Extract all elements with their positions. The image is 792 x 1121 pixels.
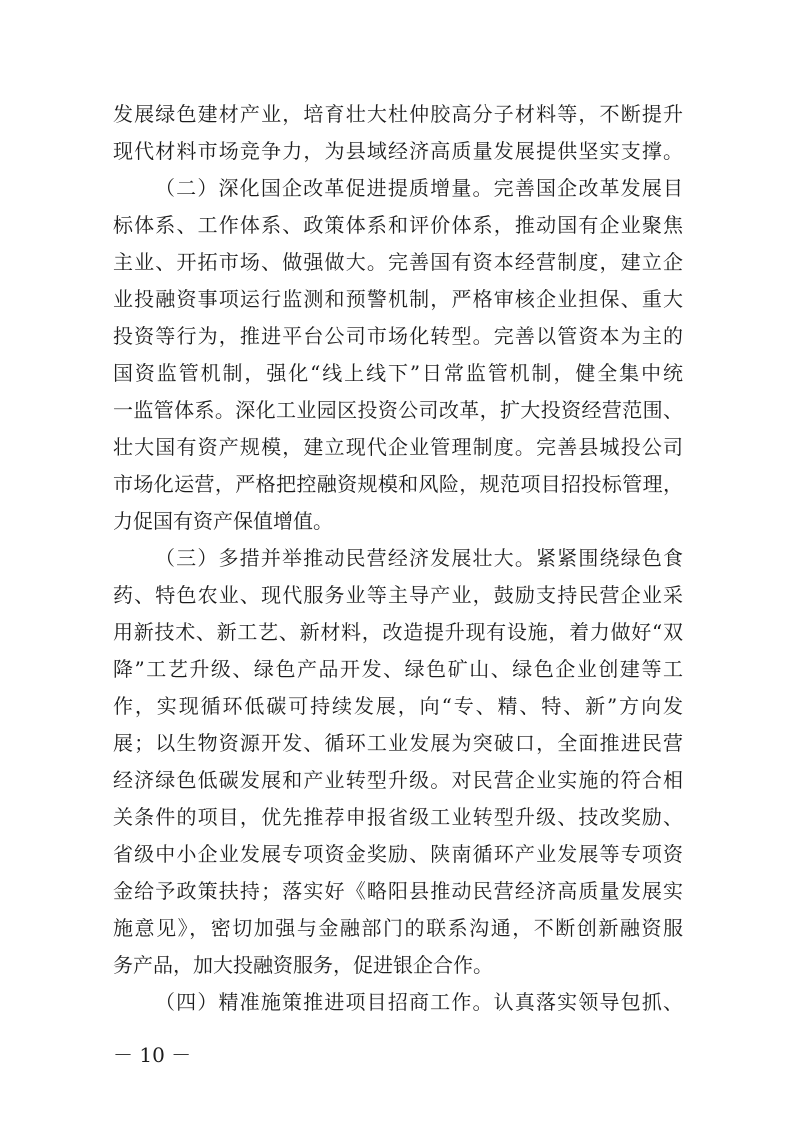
section-heading-line: （二）深化国企改革促进提质增量。完善国企改革发展目: [155, 176, 683, 200]
body-text-line: 省级中小企业发展专项资金奖励、陕南循环产业发展等专项资: [113, 842, 683, 866]
body-text-line: 标体系、工作体系、政策体系和评价体系，推动国有企业聚焦: [113, 213, 683, 237]
body-text-line: 展；以生物资源开发、循环工业发展为突破口，全面推进民营: [113, 731, 683, 755]
body-text-line: 金给予政策扶持；落实好《略阳县推动民营经济高质量发展实: [113, 879, 683, 903]
body-text-line: 降”工艺升级、绿色产品开发、绿色矿山、绿色企业创建等工: [113, 657, 683, 681]
body-text-line: 一监管体系。深化工业园区投资公司改革，扩大投资经营范围、: [113, 398, 683, 422]
body-text-line: 作，实现循环低碳可持续发展，向“专、精、特、新”方向发: [113, 694, 683, 718]
body-text-line: 投资等行为，推进平台公司市场化转型。完善以管资本为主的: [113, 324, 683, 348]
body-text-line: 现代材料市场竞争力，为县域经济高质量发展提供坚实支撑。: [113, 139, 683, 163]
body-text-line: 壮大国有资产规模，建立现代企业管理制度。完善县城投公司: [113, 435, 683, 459]
body-text-line: 用新技术、新工艺、新材料，改造提升现有设施，着力做好“双: [113, 620, 683, 644]
body-text-line: 力促国有资产保值增值。: [113, 509, 333, 533]
body-text-line: 经济绿色低碳发展和产业转型升级。对民营企业实施的符合相: [113, 768, 683, 792]
body-text-line: 主业、开拓市场、做强做大。完善国有资本经营制度，建立企: [113, 250, 683, 274]
page-number: － 10 －: [113, 1043, 192, 1067]
body-text-line: 国资监管机制，强化“线上线下”日常监管机制，健全集中统: [113, 361, 683, 385]
body-text-line: 施意见》，密切加强与金融部门的联系沟通，不断创新融资服: [113, 916, 683, 940]
section-heading-line: （三）多措并举推动民营经济发展壮大。紧紧围绕绿色食: [155, 546, 683, 570]
body-text-line: 业投融资事项运行监测和预警机制，严格审核企业担保、重大: [113, 287, 683, 311]
body-text-line: 发展绿色建材产业，培育壮大杜仲胶高分子材料等，不断提升: [113, 102, 683, 126]
section-heading-line: （四）精准施策推进项目招商工作。认真落实领导包抓、: [155, 990, 683, 1014]
body-text-line: 药、特色农业、现代服务业等主导产业，鼓励支持民营企业采: [113, 583, 683, 607]
body-text-line: 务产品，加大投融资服务，促进银企合作。: [113, 953, 493, 977]
body-text-line: 市场化运营，严格把控融资规模和风险，规范项目招投标管理，: [113, 472, 683, 496]
body-text-line: 关条件的项目，优先推荐申报省级工业转型升级、技改奖励、: [113, 805, 683, 829]
